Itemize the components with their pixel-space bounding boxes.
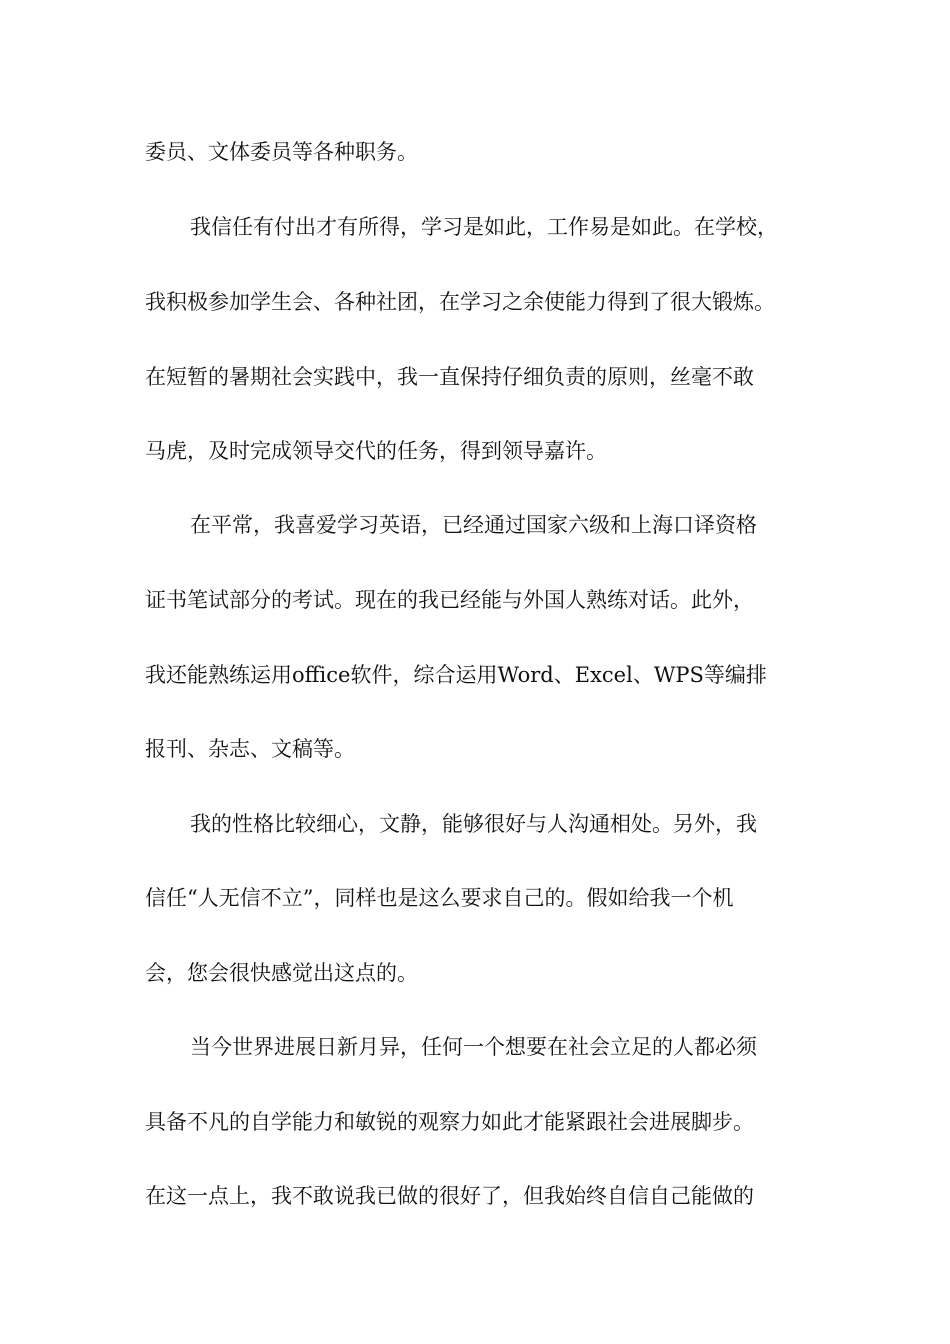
text-line: 具备不凡的自学能力和敏锐的观察力如此才能紧跟社会进展脚步。: [145, 1110, 754, 1134]
paragraph-start-line: 在平常，我喜爱学习英语，已经通过国家六级和上海口译资格: [190, 513, 757, 537]
text-line: 信任“人无信不立”，同样也是这么要求自己的。假如给我一个机: [145, 886, 734, 910]
text-line: 我积极参加学生会、各种社团，在学习之余使能力得到了很大锻炼。: [145, 290, 775, 314]
text-line: 马虎，及时完成领导交代的任务，得到领导嘉许。: [145, 439, 607, 463]
text-line: 会，您会很快感觉出这点的。: [145, 961, 418, 985]
text-line: 委员、文体委员等各种职务。: [145, 140, 418, 164]
paragraph-start-line: 我信任有付出才有所得，学习是如此，工作易是如此。在学校，: [190, 215, 778, 239]
text-line: 在短暂的暑期社会实践中，我一直保持仔细负责的原则，丝毫不敢: [145, 365, 754, 389]
text-line: 报刊、杂志、文稿等。: [145, 737, 355, 761]
paragraph-start-line: 当今世界进展日新月异，任何一个想要在社会立足的人都必须: [190, 1035, 757, 1059]
text-line: 在这一点上，我不敢说我已做的很好了，但我始终自信自己能做的: [145, 1184, 754, 1208]
paragraph-start-line: 我的性格比较细心，文静，能够很好与人沟通相处。另外，我: [190, 812, 757, 836]
text-line: 我还能熟练运用office软件，综合运用Word、Excel、WPS等编排: [145, 663, 767, 687]
text-line: 证书笔试部分的考试。现在的我已经能与外国人熟练对话。此外，: [145, 588, 754, 612]
